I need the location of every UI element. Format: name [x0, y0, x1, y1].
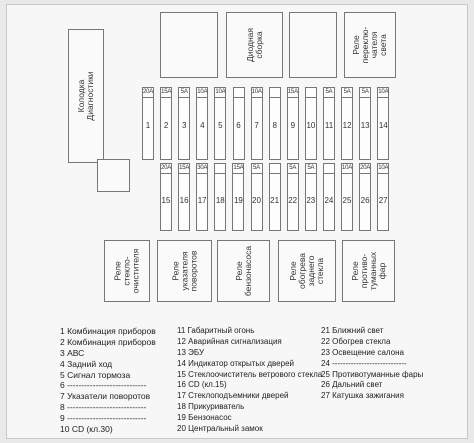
- fuse-rating: 20A: [161, 164, 171, 174]
- fuse-3: [178, 87, 190, 160]
- fuse-rating: 20A: [360, 164, 370, 174]
- fuse-number: 12: [342, 121, 352, 130]
- fuse-number: 3: [181, 121, 187, 130]
- light-switch-relay: [344, 12, 396, 78]
- diode-assembly: [226, 12, 283, 78]
- fuse-number: 6: [236, 121, 241, 130]
- fuse-6: [233, 87, 245, 160]
- legend-item: 5 Сигнал тормоза: [60, 369, 131, 380]
- legend-item: 27 Катушка зажигания: [321, 391, 404, 401]
- fuse-rating: 10A: [215, 88, 225, 98]
- fuse-number: 9: [290, 121, 296, 130]
- fuse-8: [269, 87, 281, 160]
- fuse-rating: [215, 164, 225, 174]
- fuse-number: 25: [342, 196, 352, 205]
- fuse-17: [196, 163, 208, 231]
- fuse-13: [359, 87, 371, 160]
- fuse-number: 18: [215, 196, 225, 205]
- fuse-number: 16: [179, 196, 189, 205]
- fuse-27: [377, 163, 389, 231]
- relay-wiper-label: Реле стекло- очистителя: [112, 248, 141, 294]
- fuse-number: 7: [254, 121, 259, 130]
- fuse-rating: 15A: [161, 88, 171, 98]
- legend-column-1: [60, 326, 156, 435]
- legend-item: 8 ----------------------------: [60, 402, 147, 413]
- fuse-rating: 10A: [378, 164, 388, 174]
- relay-turn-signal: [157, 240, 212, 302]
- legend-item: 17 Стеклоподъемники дверей: [177, 391, 289, 401]
- legend-item: 4 Задний ход: [60, 358, 113, 369]
- fuse-rating: 5A: [179, 88, 189, 98]
- diode-assembly-label: Диодная сборка: [244, 27, 264, 63]
- fuse-26: [359, 163, 371, 231]
- fuse-22: [287, 163, 299, 231]
- fuse-rating: 10A: [342, 164, 352, 174]
- legend-item: 1 Комбинация приборов: [60, 326, 156, 336]
- legend-item: 2 Комбинация приборов: [60, 336, 156, 347]
- fuse-number: 27: [378, 196, 388, 205]
- fuse-23: [305, 163, 317, 231]
- fuse-number: 4: [200, 121, 205, 130]
- fuse-10: [305, 87, 317, 160]
- legend-item: 22 Обогрев стекла: [321, 336, 391, 346]
- fuse-24: [323, 163, 335, 231]
- legend-column-2: [177, 326, 322, 435]
- fuse-rating: 5A: [306, 164, 316, 174]
- fuse-7: [251, 87, 263, 160]
- legend-item: 23 Освещение салона: [321, 347, 404, 357]
- fuse-rating: 5A: [288, 164, 298, 174]
- fuse-number: 21: [270, 196, 280, 205]
- fuse-5: [214, 87, 226, 160]
- fuse-2: [160, 87, 172, 160]
- light-switch-relay-label: Реле переклю- чателя света: [351, 26, 388, 64]
- legend-item: 16 CD (кл.15): [177, 380, 227, 390]
- fuse-number: 15: [161, 196, 171, 205]
- legend-item: 21 Ближний свет: [321, 326, 384, 335]
- fuse-rating: [234, 88, 244, 98]
- fuse-20: [251, 163, 263, 231]
- legend-item: 18 Прикуриватель: [177, 402, 245, 412]
- legend-item: 25 Противотуманные фары: [321, 369, 424, 379]
- fuse-number: 23: [306, 196, 316, 205]
- legend-item: 6 ----------------------------: [60, 380, 147, 391]
- fuse-rating: 15A: [179, 164, 189, 174]
- fuse-rating: 15A: [233, 164, 243, 174]
- fuse-rating: 10A: [252, 88, 262, 98]
- fuse-11: [323, 87, 335, 160]
- relay-turn-signal-label: Реле указателя поворотов: [170, 250, 198, 292]
- relay-rear-window-heater: [278, 240, 336, 302]
- fuse-number: 5: [218, 121, 223, 130]
- small-block: [97, 159, 130, 192]
- relay-wiper: [104, 240, 150, 302]
- legend-item: 14 Индикатор открытых дверей: [177, 358, 294, 368]
- legend-item: 20 Центральный замок: [177, 424, 263, 434]
- legend-item: 13 ЭБУ: [177, 347, 205, 357]
- fuse-12: [341, 87, 353, 160]
- fuse-19: [232, 163, 244, 231]
- fuse-number: 26: [360, 196, 370, 205]
- fuse-25: [341, 163, 353, 231]
- fuse-18: [214, 163, 226, 231]
- relay-rear-window-heater-label: Реле обогрева заднего стекла: [288, 252, 325, 290]
- legend-item: 3 АВС: [60, 347, 85, 358]
- legend-item: 7 Указатели поворотов: [60, 391, 151, 402]
- fuse-number: 22: [288, 196, 298, 205]
- empty-block-top-left: [160, 12, 218, 78]
- diagnostic-connector-label: Колодка Диагностики: [76, 71, 95, 121]
- diagnostic-connector: [68, 29, 104, 163]
- fuse-number: 24: [324, 196, 334, 205]
- fuse-21: [269, 163, 281, 231]
- relay-fog-lights: [342, 240, 395, 302]
- legend-item: 9 ----------------------------: [60, 413, 147, 424]
- legend-item: 10 CD (кл.30): [60, 424, 113, 435]
- fuse-rating: 15A: [288, 88, 298, 98]
- fuse-rating: [324, 164, 334, 174]
- fuse-4: [196, 87, 208, 160]
- fuse-rating: 5A: [342, 88, 352, 98]
- legend-item: 11 Габаритный огонь: [177, 326, 255, 335]
- relay-fuel-pump: [217, 240, 270, 302]
- fuse-rating: 20A: [143, 88, 153, 98]
- fuse-rating: [270, 88, 280, 98]
- fuse-number: 14: [378, 121, 388, 130]
- empty-block-top-right: [289, 12, 337, 78]
- fuse-number: 17: [197, 196, 207, 205]
- fuse-9: [287, 87, 299, 160]
- fuse-number: 10: [306, 121, 316, 130]
- fuse-rating: [270, 164, 280, 174]
- fuse-rating: 30A: [197, 164, 207, 174]
- fuse-rating: 5A: [324, 88, 334, 98]
- legend-item: 12 Аварийная сигнализация: [177, 336, 282, 346]
- fuse-16: [178, 163, 190, 231]
- fuse-rating: 5A: [252, 164, 262, 174]
- fuse-rating: [306, 88, 316, 98]
- fuse-14: [377, 87, 389, 160]
- fuse-number: 19: [233, 196, 243, 205]
- legend-item: 19 Бензонасос: [177, 413, 232, 423]
- fuse-number: 20: [252, 196, 261, 205]
- fuse-rating: 5A: [360, 88, 370, 98]
- legend-item: 26 Дальний свет: [321, 380, 383, 390]
- legend-item: 24 ----------------------------: [321, 358, 407, 368]
- fuse-1: [142, 87, 154, 160]
- fuse-rating: 10A: [197, 88, 207, 98]
- legend-item: 15 Стеклоочиститель ветрового стекла: [177, 369, 323, 379]
- relay-fuel-pump-label: Реле бензонасоса: [233, 245, 253, 297]
- fuse-number: 11: [324, 121, 334, 130]
- fuse-number: 1: [145, 121, 151, 130]
- fuse-number: 2: [163, 121, 169, 130]
- fuse-15: [160, 163, 172, 231]
- legend-column-3: [321, 326, 423, 402]
- fuse-number: 13: [360, 121, 370, 130]
- relay-fog-lights-label: Реле противо- туманных фар: [349, 251, 387, 291]
- fuse-number: 8: [272, 121, 277, 130]
- fuse-rating: 10A: [378, 88, 388, 98]
